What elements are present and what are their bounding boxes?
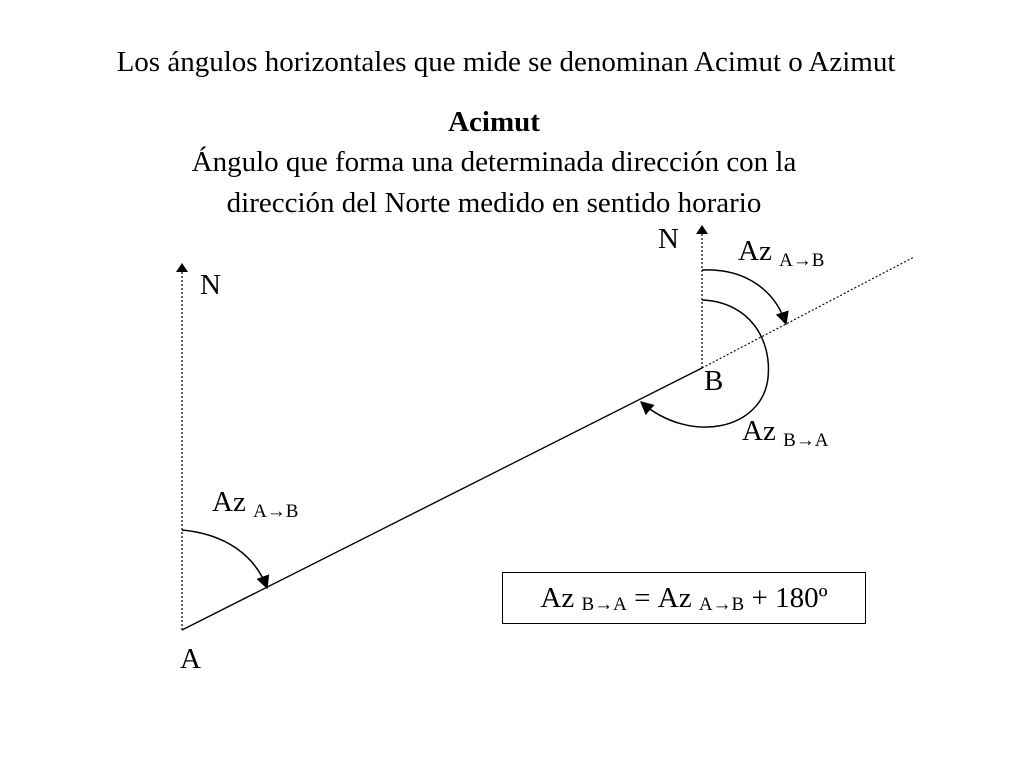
slide-title: Los ángulos horizontales que mide se denominan Acimut o Azimut: [116, 46, 896, 78]
az-sub: A→B: [779, 250, 825, 271]
az-sub: A→B: [253, 501, 299, 522]
formula-right-main: Az: [657, 581, 692, 614]
arc-az-ab-at-a: [182, 530, 267, 588]
north-arrow-a-icon: [176, 263, 188, 272]
formula-equals: =: [634, 581, 651, 614]
north-label-b: N: [658, 223, 679, 255]
formula-right-sub: A→B: [698, 594, 745, 615]
north-arrow-b-icon: [696, 225, 708, 234]
az-sub: B→A: [783, 430, 829, 451]
az-main: Az: [738, 235, 772, 267]
formula-left-sub: B→A: [581, 594, 627, 615]
north-label-a: N: [200, 269, 221, 301]
section-heading: Acimut: [448, 106, 540, 138]
az-main: Az: [742, 415, 776, 447]
point-label-a: A: [180, 643, 201, 675]
formula-left-main: Az: [540, 581, 575, 614]
azimuth-ab-label-at-a: [212, 486, 299, 522]
arc-az-ba-at-b: [641, 300, 768, 427]
point-label-b: B: [704, 365, 724, 397]
azimuth-ba-label-at-b: [742, 415, 829, 451]
azimuth-ab-label-at-b: [738, 235, 825, 271]
definition-line-2: dirección del Norte medido en sentido horario: [226, 187, 762, 219]
arc-az-ab-at-b: [702, 270, 786, 324]
az-main: Az: [212, 486, 246, 518]
formula-box: [502, 572, 866, 624]
formula-offset: + 180º: [751, 581, 828, 614]
definition-line-1: Ángulo que forma una determinada dirección con la: [191, 146, 797, 178]
